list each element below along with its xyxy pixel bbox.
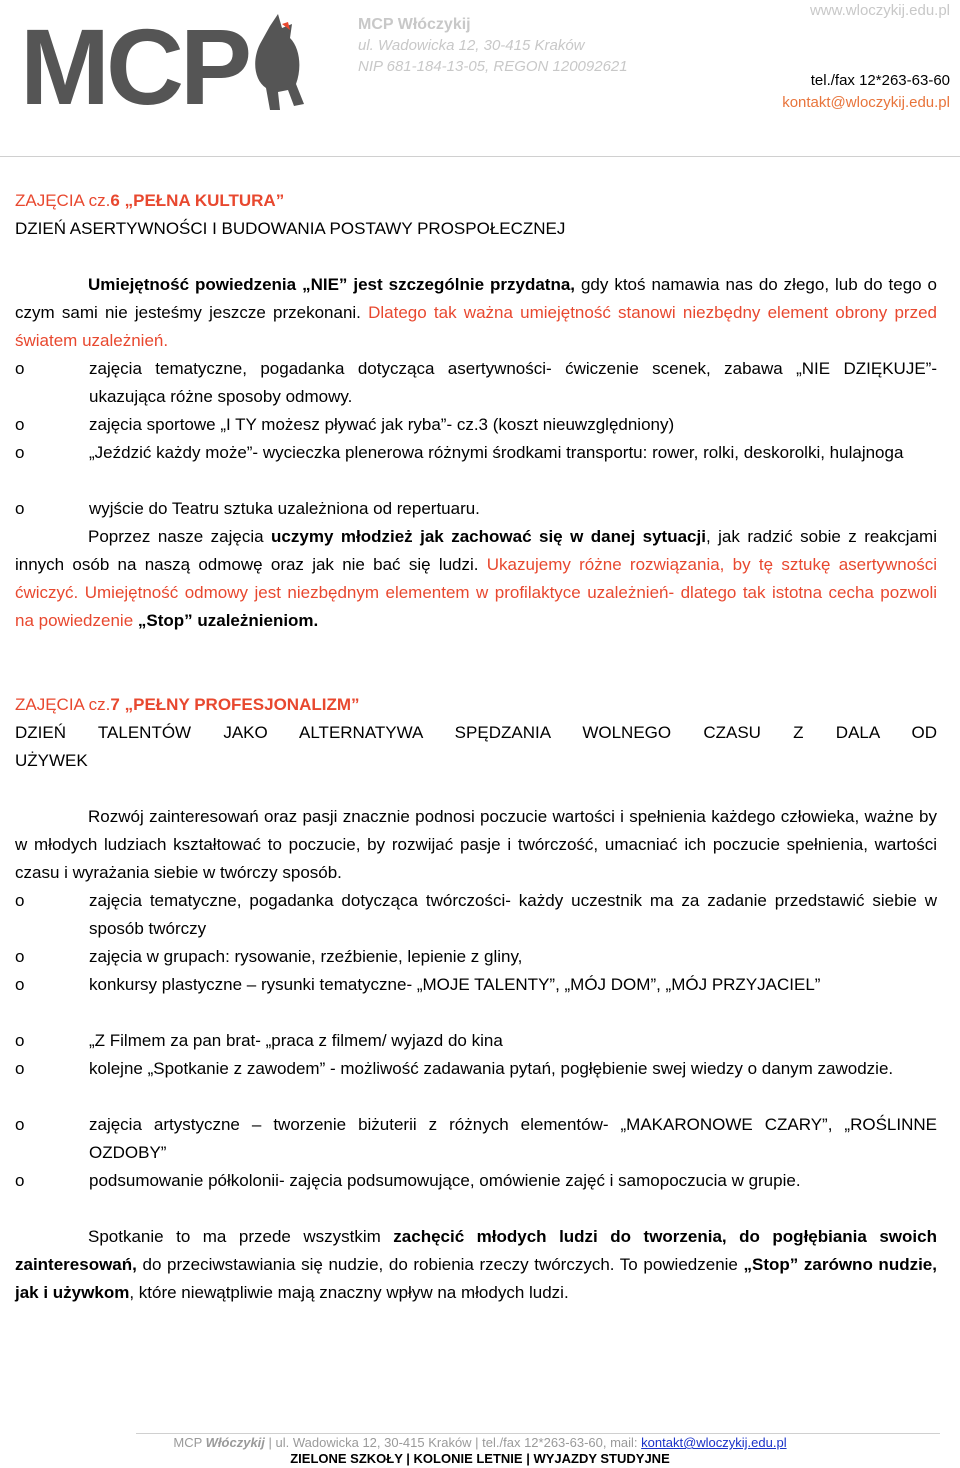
section6-outro xyxy=(15,523,937,635)
list-item-text: zajęcia tematyczne, pogadanka dotycząca asertywności- ćwiczenie scenek, zabawa „NIE DZIĘKUJE”- ukazująca różne sposoby odmowy. xyxy=(89,359,937,406)
list-item-text: kolejne „Spotkanie z zawodem” - możliwość zadawania pytań, pogłębienie swej wiedzy o danym zawodzie. xyxy=(89,1059,894,1078)
logo-text: MCP xyxy=(20,6,248,124)
section6-list-item xyxy=(15,411,937,439)
section7-title xyxy=(15,691,937,719)
list-item-text: zajęcia w grupach: rysowanie, rzeźbienie, lepienie z gliny, xyxy=(89,947,523,966)
section7-outro-text: do przeciwstawiania się nudzie, do robienia rzeczy twórczych. To powiedzenie xyxy=(136,1255,744,1274)
section6-intro xyxy=(15,271,937,355)
bullet: o xyxy=(15,947,25,966)
list-item-text: podsumowanie półkolonii- zajęcia podsumowujące, omówienie zajęć i samopoczucia w grupie. xyxy=(89,1171,801,1190)
section6-list-item xyxy=(15,439,937,467)
section7-title-number: 7 xyxy=(110,695,120,714)
section7-list-item xyxy=(15,887,937,943)
section6-title-quote: „PEŁNA KULTURA” xyxy=(119,191,285,210)
section7-subtitle-line2: UŻYWEK xyxy=(15,751,88,770)
mcp-logo xyxy=(20,4,350,124)
section7-outro-text: , które niewątpliwie mają znaczny wpływ na młodych ludzi. xyxy=(129,1283,569,1302)
bullet: o xyxy=(15,359,25,378)
section6-list-item xyxy=(15,355,937,411)
section6-outro-bold: uczymy młodzież jak zachować się w danej sytuacji xyxy=(271,527,706,546)
section7-list-item xyxy=(15,1111,937,1167)
footer-mcp: MCP xyxy=(173,1435,206,1450)
phone-number: tel./fax 12*263-63-60 xyxy=(810,72,950,89)
section7-intro: Rozwój zainteresowań oraz pasji znacznie podnosi poczucie wartości i spełnienia każdego człowieka, ważne by w młodych ludziach kształtować to poczucie, by rozwijać pasje i twórczość, umacniać ich poczucie spełnienia, wartości czasu i wyrażania siebie w twórczy sposób. xyxy=(15,807,937,882)
section7-outro-text: Spotkanie to ma przede wszystkim xyxy=(88,1227,394,1246)
footer-email-link[interactable]: kontakt@wloczykij.edu.pl xyxy=(641,1435,787,1450)
section6-intro-bold: Umiejętność powiedzenia „NIE” jest szczególnie przydatna, xyxy=(88,275,576,294)
section7-list-item xyxy=(15,1027,937,1055)
section6-intro-text: gdy ktoś namawia nas do złego, lub do tego o czym sami nie jesteśmy jeszcze przekonani. xyxy=(15,275,938,322)
website-link[interactable]: www.wloczykij.edu.pl xyxy=(809,2,950,19)
section6-subtitle: DZIEŃ ASERTYWNOŚCI I BUDOWANIA POSTAWY PROSPOŁECZNEJ xyxy=(15,219,566,238)
fox-silhouette-icon xyxy=(255,14,304,110)
section6-outro-highlight: Umiejętność odmowy jest niezbędnym elementem w profilaktyce uzależnień- dlatego tak istotna cecha pozwoli na powiedzenie xyxy=(15,583,937,630)
section7-list-item xyxy=(15,971,937,999)
section7-outro-bold: zachęcić młodych ludzi do tworzenia, do pogłębiania swoich zainteresowań, xyxy=(15,1227,937,1274)
mcp-logo-graphic xyxy=(20,4,350,124)
section6-outro-stop: „Stop” uzależnieniom. xyxy=(137,611,319,630)
bullet: o xyxy=(15,1115,25,1134)
list-item-text: wyjście do Teatru sztuka uzależniona od repertuaru. xyxy=(89,499,480,518)
bullet: o xyxy=(15,1031,25,1050)
section6-list-item xyxy=(15,495,937,523)
section7-outro-stop: „Stop” zarówno nudzie, jak i używkom xyxy=(15,1255,937,1302)
company-name: MCP Włóczykij xyxy=(358,16,471,33)
header-contact-left xyxy=(358,14,628,77)
section7-subtitle-line1: DZIEŃ TALENTÓW JAKO ALTERNATYWA SPĘDZANIA WOLNEGO CZASU Z DALA OD xyxy=(15,723,937,742)
section6-title-number: 6 xyxy=(110,191,120,210)
header-divider xyxy=(0,156,960,157)
section6-title-prefix: ZAJĘCIA cz. xyxy=(15,191,111,210)
email-link[interactable]: kontakt@wloczykij.edu.pl xyxy=(782,94,950,111)
header-contact-right xyxy=(782,0,950,114)
section6-outro-text: , jak radzić sobie z reakcjami innych osób na naszą odmowę oraz jak nie bać się ludzi. xyxy=(15,527,937,574)
list-item-text: zajęcia artystyczne – tworzenie biżuterii z różnych elementów- „MAKARONOWE CZARY”, „ROŚLINNE OZDOBY” xyxy=(89,1115,937,1162)
bullet: o xyxy=(15,415,25,434)
section7-outro xyxy=(15,1223,937,1307)
section7-list-item xyxy=(15,1055,937,1083)
section6-intro-highlight: Dlatego tak ważna umiejętność stanowi niezbędny element obrony przed światem uzależnień. xyxy=(15,303,937,350)
bullet: o xyxy=(15,891,25,910)
section7-list-item xyxy=(15,943,937,971)
company-address: ul. Wadowicka 12, 30-415 Kraków xyxy=(358,37,585,54)
list-item-text: zajęcia tematyczne, pogadanka dotycząca twórczości- każdy uczestnik ma za zadanie przedstawić siebie w sposób twórczy xyxy=(89,891,937,938)
bullet: o xyxy=(15,1059,25,1078)
section7-title-quote: „PEŁNY PROFESJONALIZM” xyxy=(119,695,360,714)
footer-contact xyxy=(0,1434,960,1452)
bullet: o xyxy=(15,975,25,994)
list-item-text: konkursy plastyczne – rysunki tematyczne- „MOJE TALENTY”, „MÓJ DOM”, „MÓJ PRZYJACIEL” xyxy=(89,975,821,994)
section6-outro-text: Poprzez nasze zajęcia xyxy=(88,527,272,546)
footer-services: ZIELONE SZKOŁY | KOLONIE LETNIE | WYJAZDY STUDYJNE xyxy=(290,1451,670,1466)
section7-title-prefix: ZAJĘCIA cz. xyxy=(15,695,111,714)
list-item-text: „Z Filmem za pan brat- „praca z filmem/ wyjazd do kina xyxy=(89,1031,503,1050)
list-item-text: zajęcia sportowe „I TY możesz pływać jak ryba”- cz.3 (koszt nieuwzględniony) xyxy=(89,415,675,434)
bullet: o xyxy=(15,1171,25,1190)
bullet: o xyxy=(15,443,25,462)
section7-list-item xyxy=(15,1167,937,1195)
company-ids: NIP 681-184-13-05, REGON 120092621 xyxy=(358,58,628,75)
section6-title xyxy=(15,187,937,215)
list-item-text: „Jeździć każdy może”- wycieczka plenerowa różnymi środkami transportu: rower, rolki, deskorolki, hulajnoga xyxy=(89,443,904,462)
bullet: o xyxy=(15,499,25,518)
footer-address: | ul. Wadowicka 12, 30-415 Kraków | tel./fax 12*263-63-60, mail: xyxy=(264,1435,642,1450)
section6-outro-highlight: Ukazujemy różne rozwiązania, by tę sztukę asertywności ćwiczyć. xyxy=(15,555,937,602)
footer-company-name: Włóczykij xyxy=(205,1435,265,1450)
